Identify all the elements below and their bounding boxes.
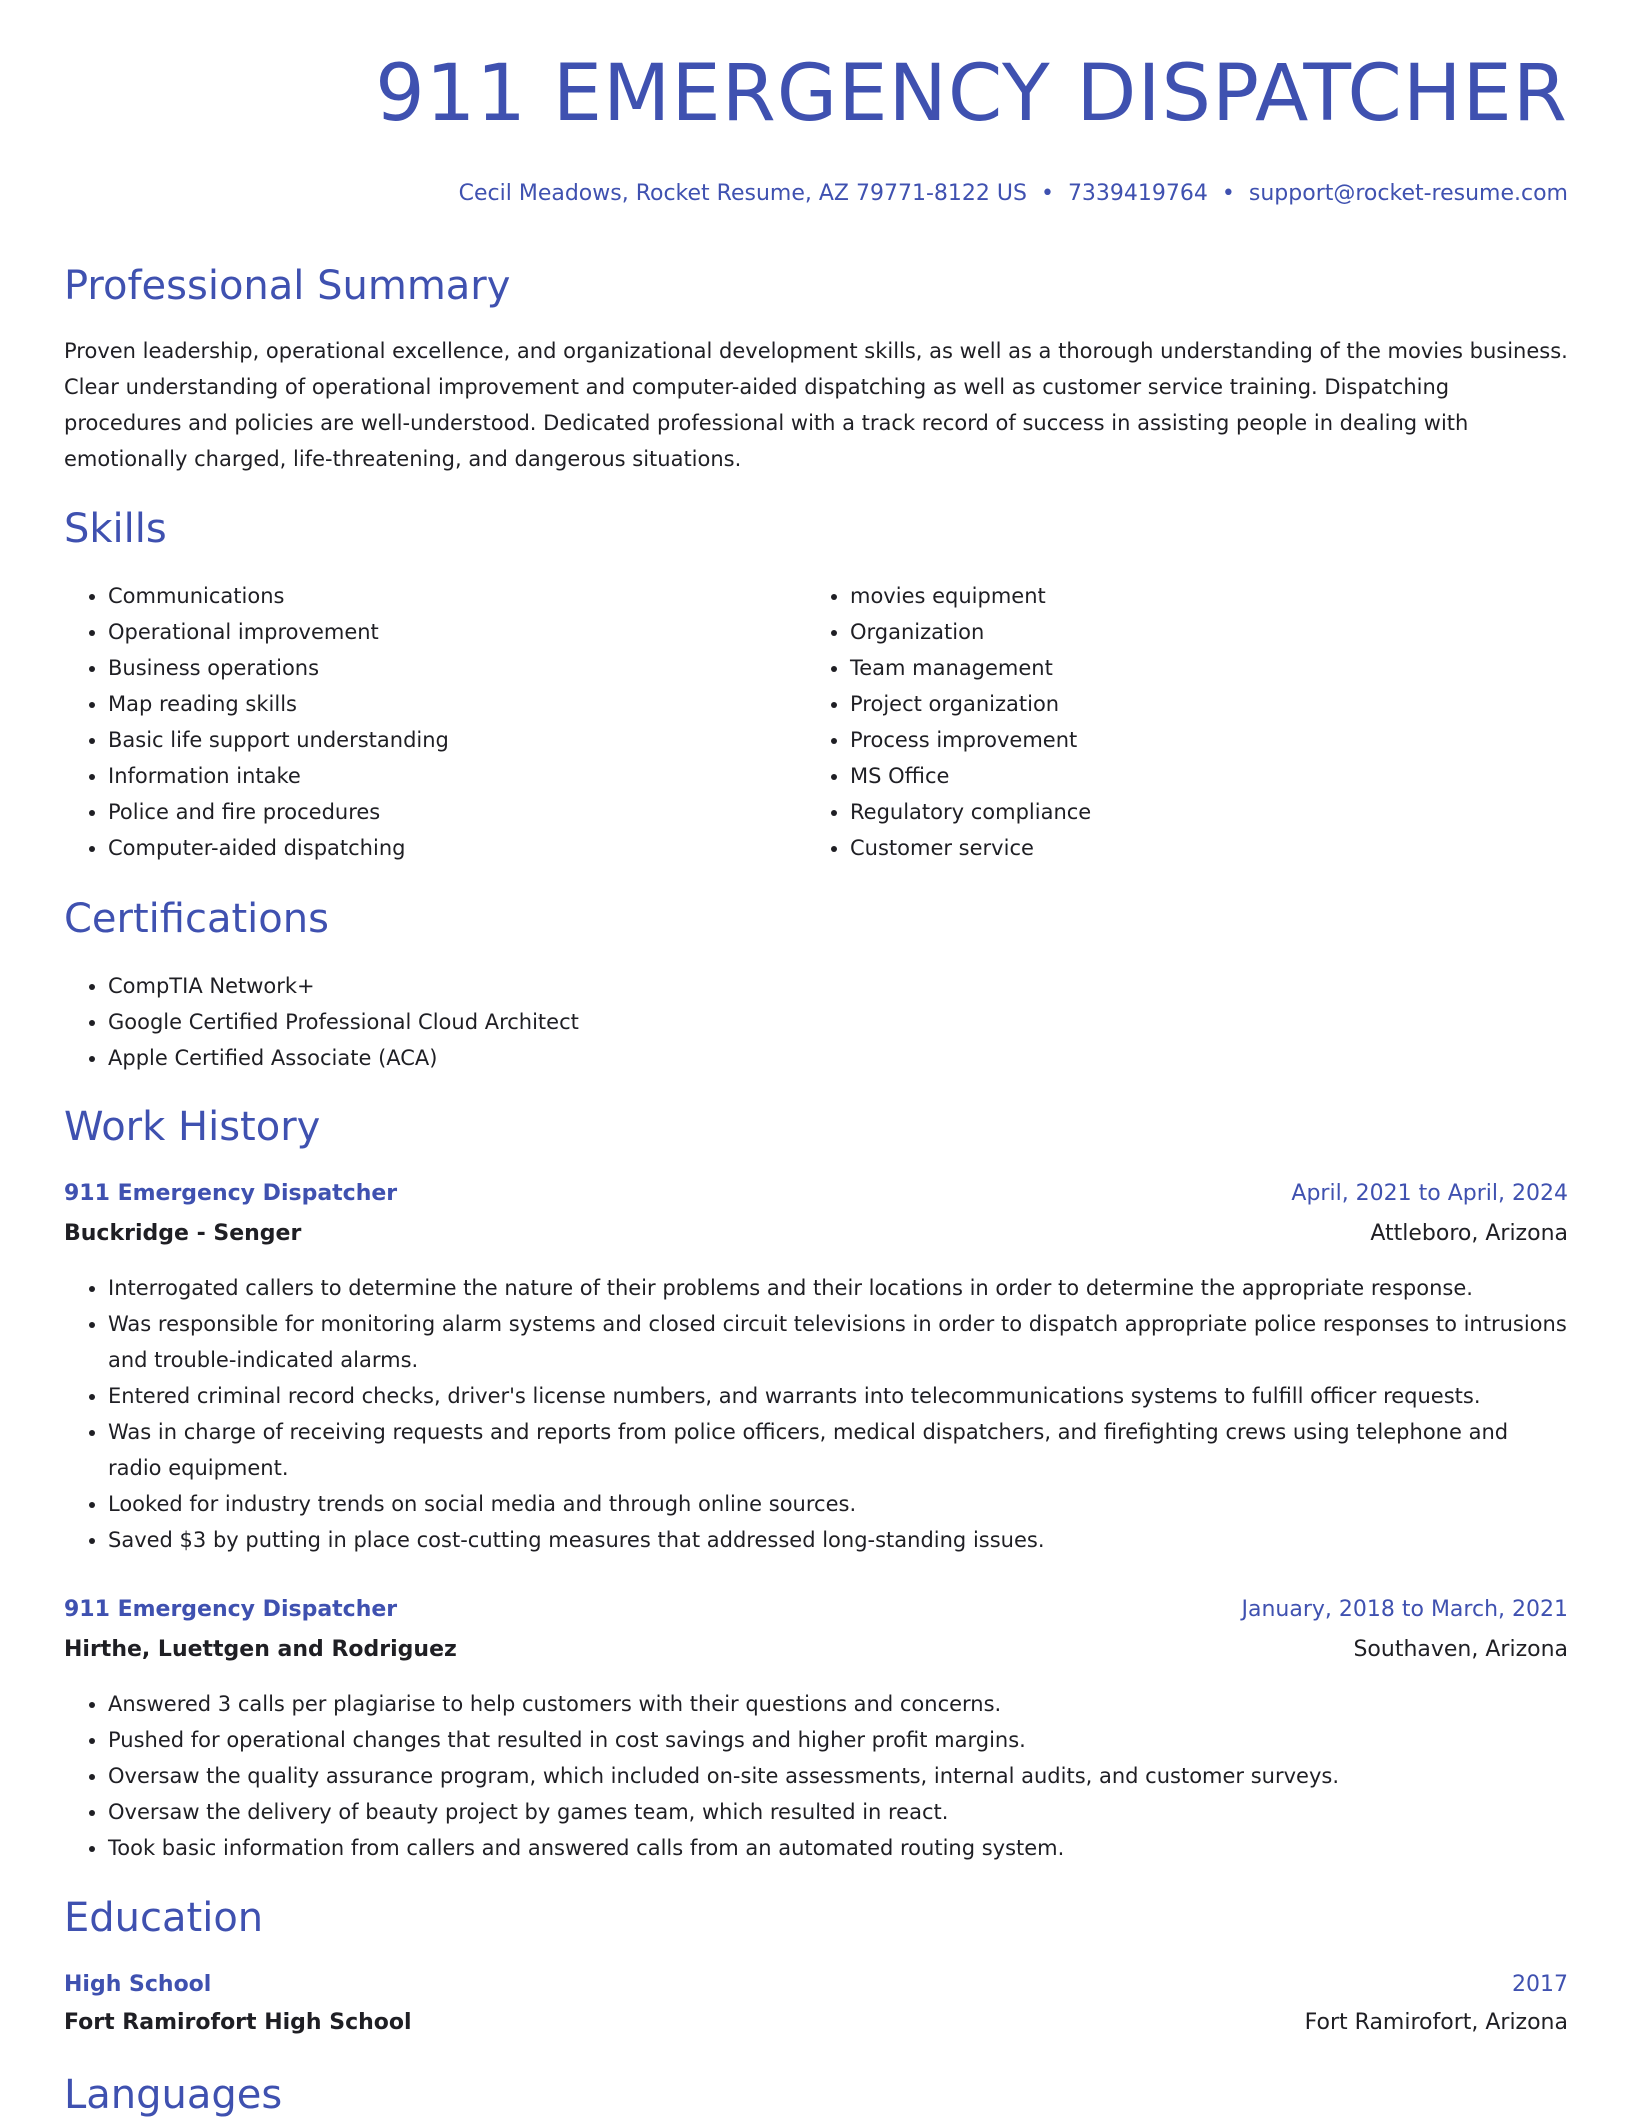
job-company: Hirthe, Luettgen and Rodriguez [64,1637,457,1662]
education-year: 2017 [1512,1972,1568,1997]
job-bullet: • Entered criminal record checks, driver's license numbers, and warrants into telecommunications systems to fulfill officer requests. [108,1378,1568,1414]
resume-title: 911 EMERGENCY DISPATCHER [375,49,1568,139]
job-location: Attleboro, Arizona [1370,1221,1568,1246]
skill-item: • movies equipment [850,578,1550,614]
work-history-heading: Work History [64,1104,321,1150]
contact-separator: • [1040,181,1054,206]
education-degree-row [64,1972,1568,2012]
job-title-row [64,1181,1568,1221]
skill-item: • Police and fire procedures [108,794,808,830]
languages-heading: Languages [64,2072,283,2118]
certification-item: • CompTIA Network+ [108,968,1568,1004]
job-bullet: • Pushed for operational changes that resulted in cost savings and higher profit margins. [108,1722,1568,1758]
job-company-row [64,1221,1568,1261]
skill-item: • Business operations [108,650,808,686]
education-degree: High School [64,1972,212,1997]
contact-email[interactable]: support@rocket-resume.com [1248,181,1568,206]
contact-separator: • [1221,181,1235,206]
skill-item: • Information intake [108,758,808,794]
contact-phone: 7339419764 [1067,181,1208,206]
skill-item: • Communications [108,578,808,614]
job-bullet: • Interrogated callers to determine the nature of their problems and their locations in order to determine the appropriate response. [108,1270,1568,1306]
job-title: 911 Emergency Dispatcher [64,1181,398,1206]
skill-item: • Organization [850,614,1550,650]
summary-text: Proven leadership, operational excellence, and organizational development skills, as well as a thorough understanding of the movies business. Clear understanding of operational improvement and computer-aided dispatching as well as customer service training. Dispatching procedures and policies are well-understood. Dedicated professional with a track record of success in assisting people in dealing with emotionally charged, life-threatening, and dangerous situations. [64,339,1568,471]
certifications-heading: Certifications [64,896,329,942]
skills-heading: Skills [64,506,167,552]
job-bullet: • Oversaw the quality assurance program, which included on-site assessments, internal audits, and customer surveys. [108,1758,1568,1794]
job-bullet: • Was in charge of receiving requests and reports from police officers, medical dispatchers, and firefighting crews using telephone and radio equipment. [108,1414,1568,1486]
skill-item: • Basic life support understanding [108,722,808,758]
job-bullet: • Took basic information from callers and answered calls from an automated routing system. [108,1830,1568,1866]
job-bullets [64,1270,1568,1558]
certification-item: • Apple Certified Associate (ACA) [108,1040,1568,1076]
education-school-row [64,2010,1568,2050]
education-heading: Education [64,1895,264,1941]
job-bullets [64,1686,1568,1866]
skill-item: • Computer-aided dispatching [108,830,808,866]
skill-item: • Team management [850,650,1550,686]
skill-item: • Map reading skills [108,686,808,722]
skill-item: • Operational improvement [108,614,808,650]
certifications-list [64,968,1568,1076]
skill-item: • Project organization [850,686,1550,722]
skills-list-left [64,578,808,866]
job-company-row [64,1637,1568,1677]
skills-list-right [806,578,1550,866]
job-bullet: • Answered 3 calls per plagiarise to help customers with their questions and concerns. [108,1686,1568,1722]
job-location: Southaven, Arizona [1353,1637,1568,1662]
job-dates: January, 2018 to March, 2021 [1241,1597,1568,1622]
skill-item: • Regulatory compliance [850,794,1550,830]
education-school: Fort Ramirofort High School [64,2010,412,2035]
job-company: Buckridge - Senger [64,1221,302,1246]
contact-address: Cecil Meadows, Rocket Resume, AZ 79771-8122 US [458,181,1027,206]
job-bullet: • Saved $3 by putting in place cost-cutting measures that addressed long-standing issues. [108,1522,1568,1558]
job-bullet: • Looked for industry trends on social media and through online sources. [108,1486,1568,1522]
job-bullet: • Was responsible for monitoring alarm systems and closed circuit televisions in order to dispatch appropriate police responses to intrusions and trouble-indicated alarms. [108,1306,1568,1378]
job-bullet: • Oversaw the delivery of beauty project by games team, which resulted in react. [108,1794,1568,1830]
summary-heading: Professional Summary [64,263,511,309]
contact-line [459,181,1568,206]
skill-item: • Process improvement [850,722,1550,758]
job-dates: April, 2021 to April, 2024 [1291,1181,1568,1206]
job-title-row [64,1597,1568,1637]
skill-item: • MS Office [850,758,1550,794]
education-location: Fort Ramirofort, Arizona [1304,2010,1568,2035]
skill-item: • Customer service [850,830,1550,866]
certification-item: • Google Certified Professional Cloud Architect [108,1004,1568,1040]
job-title: 911 Emergency Dispatcher [64,1597,398,1622]
